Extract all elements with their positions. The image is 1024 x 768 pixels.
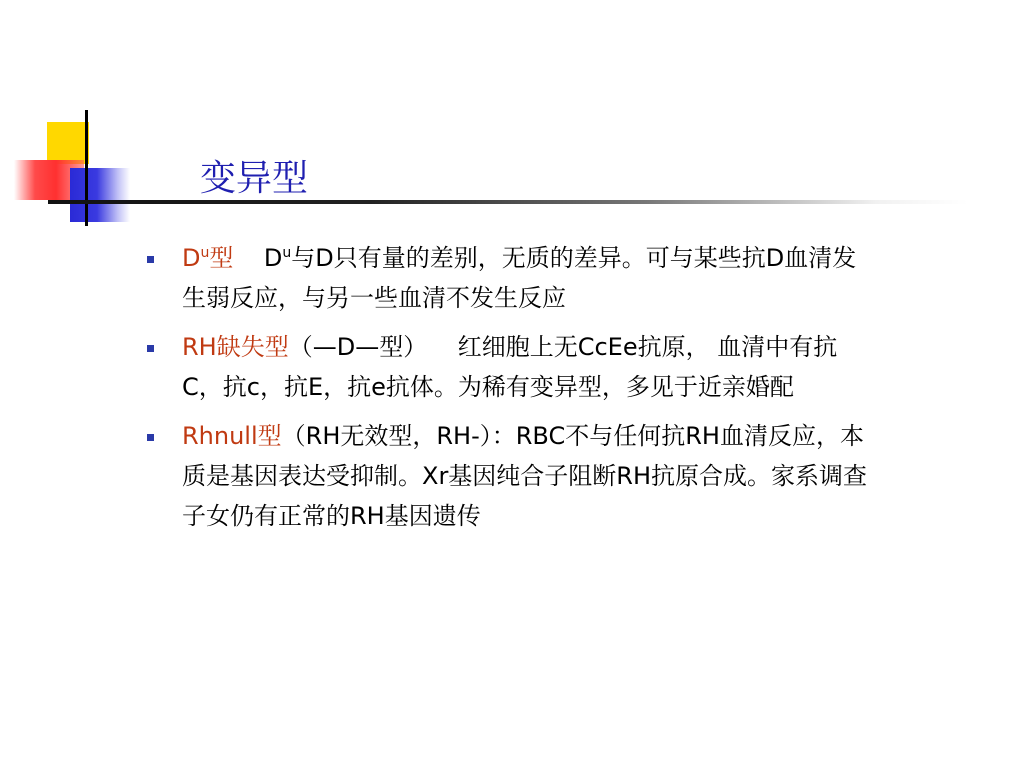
term-rhnull: Rhnull型	[182, 422, 282, 450]
term-du: $D^u$型	[182, 244, 234, 272]
slide-title: 变异型	[200, 158, 309, 199]
bullet-square-icon	[147, 256, 154, 263]
bullet-item-rhnull	[147, 416, 877, 536]
bullet-body: （RH无效型，RH-）：RBC不与任何抗RH血清反应，本质是基因表达受抑制。Xr基因纯合子阻断RH抗原合成。家系调查子女仍有正常的RH基因遗传	[182, 422, 868, 530]
bullet-text	[182, 416, 877, 536]
bullet-body: （—D—型） 红细胞上无CcEe抗原， 血清中有抗C，抗c，抗E，抗e抗体。为稀有变异型，多见于近亲婚配	[182, 333, 838, 401]
bullet-list	[147, 238, 877, 545]
bullet-square-icon	[147, 345, 154, 352]
bullet-item-du	[147, 238, 877, 318]
term-rh-deletion: RH缺失型	[182, 333, 289, 361]
title-underline	[48, 200, 968, 204]
decor-yellow-square	[47, 122, 89, 164]
bullet-text	[182, 327, 877, 407]
decor-blue-square	[70, 168, 130, 222]
bullet-square-icon	[147, 434, 154, 441]
decor-vertical-line	[85, 110, 88, 226]
bullet-text: $D^u$型 $D^u$与D只有量的差别，无质的差异。可与某些抗D血清发生弱反应，与另一些血清不发生反应	[182, 244, 857, 312]
bullet-item-rh-deletion	[147, 327, 877, 407]
